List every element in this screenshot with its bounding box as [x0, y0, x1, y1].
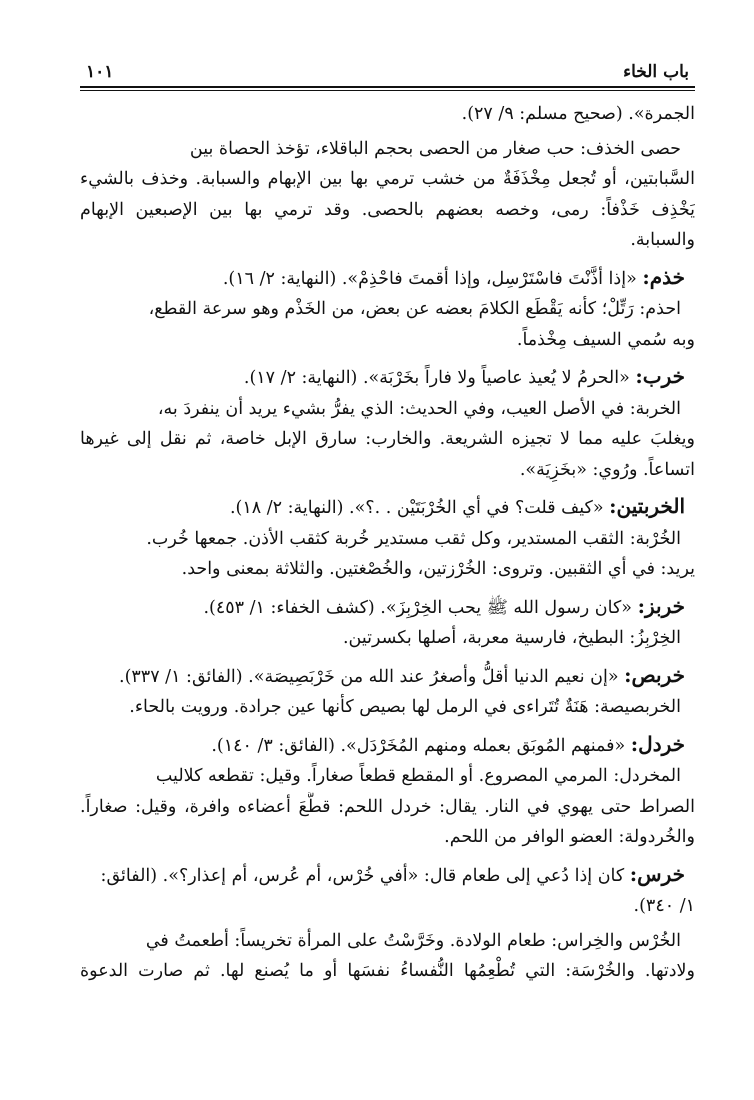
text-line: ١/ ٣٤٠). [633, 896, 695, 916]
dictionary-entry [80, 361, 695, 485]
text-line: اتساعاً. ورُوي: «بخَزِيَة». [519, 459, 695, 480]
text-line: السَّبابتين، أو تُجعل مِخْذَفَةٌ من خشب ترمي بها بين الإبهام والسبابة. وخذف بالشيء [80, 169, 695, 189]
entry-hadith-quote: «إذا أذَّنْتَ فاسْتَرْسِل، وإذا أقمتَ فاحْذِمْ». (النهاية: ٢/ ١٦). [222, 268, 637, 289]
text-line: الخربة: في الأصل العيب، وفي الحديث: الذي يفرُّ بشيء يريد أن ينفردَ به، [157, 398, 681, 419]
entry-hadith-quote: «فمنهم المُوبَق بعمله ومنهم المُخَرْدَل». (الفائق: ٣/ ١٤٠). [211, 735, 626, 756]
text-line: الخربصيصة: هَنَةٌ تُتَراءى في الرمل لها بصيص كأنها عين جرادة. ورويت بالحاء. [129, 697, 681, 717]
text-line: والخُردولة: العضو الوافر من اللحم. [444, 827, 695, 847]
text-paragraph [80, 99, 695, 130]
text-line: الصراط حتى يهوي في النار. يقال: خردل اللحم: قطَّعَ أعضاءه وافرة، وقيل: صغاراً. [80, 796, 695, 817]
entry-headline [80, 660, 695, 693]
text-paragraph [80, 130, 695, 256]
dictionary-entry [80, 491, 695, 585]
page-body [80, 99, 695, 987]
entry-headline [80, 729, 695, 762]
text-paragraph [80, 922, 695, 987]
entry-hadith-quote: «الحرمُ لا يُعيذ عاصياً ولا فاراً بخَرْبَة». (النهاية: ٢/ ١٧). [243, 368, 630, 388]
entry-hadith-quote: «إن نعيم الدنيا أقلُّ وأصغرُ عند الله من خَرْبَصِيصَة». (الفائق: ١/ ٣٣٧). [119, 666, 619, 687]
dictionary-entry [80, 262, 695, 356]
text-line: والسبابة. [630, 230, 695, 250]
entry-headword: خربص: [624, 662, 685, 687]
book-page [80, 52, 695, 987]
dictionary-entry [80, 591, 695, 654]
dictionary-entry [80, 729, 695, 853]
entry-hadith-quote: «كيف قلت؟ في أي الخُرْبَتَيْن . .؟». (النهاية: ٢/ ١٨). [229, 498, 604, 518]
page-number: ١٠١ [86, 62, 114, 82]
entry-hadith-quote: كان إذا دُعي إلى طعام قال: «أفي خُرْس، أم عُرس، أم إعذار؟». (الفائق: [100, 865, 625, 886]
text-line: ولادتها. والخُرْسَة: التي تُطْعِمُها النُّفساءُ نفسَها أو ما يُصنع لها. ثم صارت الدعوة [80, 961, 695, 981]
text-line: المخردل: المرمي المصروع. أو المقطع قطعاً صغاراً. وقيل: تقطعه كلاليب [155, 766, 681, 786]
text-line: الجمرة». (صحيح مسلم: ٩/ ٢٧). [461, 104, 695, 124]
entry-headword: خرب: [635, 364, 685, 388]
dictionary-entry [80, 660, 695, 723]
text-line: احذم: رَتِّلْ؛ كأنه يَقْطَع الكلامَ بعضه عن بعض، من الخَذْم وهو سرعة القطع، [148, 299, 681, 319]
text-line: ويغلبَ عليه مما لا تجيزه الشريعة. والخارب: سارق الإبل خاصة، ثم نقل إلى غيرها [80, 429, 695, 449]
entry-headline [80, 361, 695, 394]
entry-headword: الخربتين: [609, 494, 685, 518]
text-line: وبه سُمي السيف مِخْذماً. [516, 329, 695, 350]
entry-headword: خردل: [630, 731, 685, 756]
header-rule [80, 86, 695, 91]
entry-headword: خذم: [642, 264, 685, 289]
entry-headword: خربز: [637, 593, 685, 618]
text-line: يَخْذِف خَذْفاً: رمى، وخصه بعضهم بالحصى. وقد ترمي بها بين الإصبعين الإبهام [80, 199, 695, 220]
text-line: الخِرْبِزُ: البطيخ، فارسية معربة، أصلها بكسرتين. [342, 628, 681, 648]
entry-headline [80, 591, 695, 624]
entry-headline [80, 262, 695, 295]
text-line: الخُرْبة: الثقب المستدير، وكل ثقب مستدير خُربة كثقب الأذن. جمعها خُرب. [146, 528, 681, 549]
text-line: حصى الخذف: حب صغار من الحصى بحجم الباقلاء، تؤخذ الحصاة بين [189, 138, 681, 159]
text-line: الخُرْس والخِراس: طعام الولادة. وخَرَّسْتُ على المرأة تخريساً: أطعمتُ في [145, 930, 681, 951]
chapter-title: باب الخاء [623, 62, 689, 82]
entry-headline [80, 859, 695, 892]
entry-headword: خرس: [629, 861, 685, 886]
text-line: يريد: في أي الثقبين. وتروى: الخُرْزتين، والخُصْغتين. والثلاثة بمعنى واحد. [181, 559, 695, 579]
entry-hadith-quote: «كان رسول الله ﷺ يحب الخِرْبِزَ». (كشف الخفاء: ١/ ٤٥٣). [203, 597, 633, 618]
running-head [80, 52, 695, 86]
dictionary-entry [80, 859, 695, 922]
entry-headline [80, 491, 695, 524]
